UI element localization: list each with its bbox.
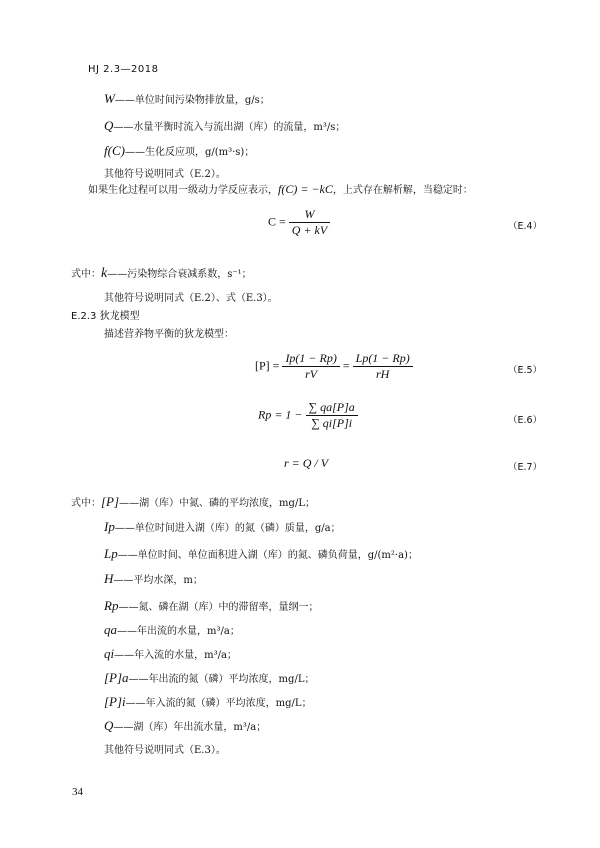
equation-number-e5: （E.5）: [508, 365, 543, 376]
def-P: [71, 491, 315, 510]
page-number: 34: [72, 786, 83, 798]
def-Rp: [104, 595, 318, 614]
def-k: [71, 262, 252, 282]
def-Ip: [104, 516, 341, 535]
e5-fraction-1: [282, 351, 339, 382]
e4-numerator: W: [289, 207, 330, 223]
section-number: E.2.3: [71, 311, 97, 322]
note-e2: 其他符号说明同式（E.2）。: [104, 169, 226, 180]
e6-numerator: ∑ qa[P]a: [306, 400, 358, 416]
sentence-formula: f(C) = −kC: [278, 182, 333, 196]
symbol-qa: qa: [104, 622, 117, 637]
symbol-Rp: Rp: [104, 598, 119, 613]
section-title: 狄龙模型: [99, 311, 140, 322]
e5-denominator-1: rV: [305, 367, 318, 381]
desc-qa: ——年出流的水量，m³/a；: [117, 626, 240, 637]
desc-Q2: ——湖（库）年出流水量，m³/a；: [113, 722, 267, 733]
label-shizhong-2: 式中：: [71, 498, 101, 509]
e5-numerator-2: Lp(1 − Rp): [353, 351, 413, 367]
symbol-fC: f(C): [104, 143, 125, 158]
symbol-P: [P]: [101, 494, 120, 509]
desc-W: ——单位时间污染物排放量，g/s；: [114, 95, 270, 106]
label-shizhong: 式中：: [71, 269, 101, 280]
desc-Lp: ——单位时间、单位面积进入湖（库）的氮、磷负荷量，g/(m²·a)；: [117, 550, 418, 561]
symbol-W: W: [104, 91, 115, 106]
def-qa: [104, 619, 240, 638]
def-Pa: [104, 667, 314, 686]
note-e3: 其他符号说明同式（E.3）。: [104, 745, 226, 756]
e5-denominator-2: rH: [376, 367, 390, 381]
e5-numerator-1: Ip(1 − Rp): [282, 351, 339, 367]
symbol-Pa: [P]a: [104, 670, 129, 685]
desc-Q: ——水量平衡时流入与流出湖（库）的流量，m³/s；: [113, 122, 346, 133]
def-Pi: [104, 691, 312, 710]
symbol-H: H: [104, 571, 114, 586]
symbol-Q: Q: [104, 118, 114, 133]
equation-e6: [258, 400, 358, 431]
desc-Pi: ——年入流的氮（磷）平均浓度，mg/L；: [125, 698, 312, 709]
e6-denominator: ∑ qi[P]i: [311, 416, 353, 430]
header-code: HJ 2.3—2018: [88, 64, 159, 75]
desc-Ip: ——单位时间进入湖（库）的氮（磷）质量，g/a；: [114, 523, 341, 534]
desc-fC: ——生化反应项，g/(m³·s)；: [124, 147, 255, 158]
intro-text: 描述营养物平衡的狄龙模型：: [104, 329, 234, 340]
sentence-b: ，上式存在解析解，当稳定时：: [332, 185, 473, 196]
note-e2-e3: 其他符号说明同式（E.2）、式（E.3）。: [104, 293, 278, 304]
equation-number-e4: （E.4）: [508, 221, 543, 232]
section-heading: [71, 307, 140, 322]
equation-number-e7: （E.7）: [508, 462, 543, 473]
e4-fraction: [289, 207, 330, 238]
e4-denominator: Q + kV: [291, 223, 328, 237]
e5-fraction-2: [353, 351, 413, 382]
e5-lhs: [P] =: [255, 358, 280, 373]
def-Q: [104, 115, 345, 134]
symbol-qi: qi: [104, 646, 115, 661]
e6-lhs: Rp = 1 −: [258, 407, 303, 422]
def-qi: [104, 643, 237, 662]
equation-e4: [268, 207, 330, 238]
desc-qi: ——年入流的水量，m³/a；: [114, 650, 237, 661]
desc-k: ——污染物综合衰减系数，s⁻¹；: [107, 269, 252, 280]
e6-fraction: [306, 400, 358, 431]
def-Lp: [104, 543, 418, 562]
symbol-k: k: [101, 266, 108, 281]
def-H: [104, 568, 203, 587]
equation-number-e6: （E.6）: [508, 415, 543, 426]
symbol-Q2: Q: [104, 718, 114, 733]
e5-equals: =: [342, 358, 350, 373]
symbol-Lp: Lp: [104, 546, 118, 561]
desc-H: ——平均水深，m；: [113, 575, 203, 586]
def-W: [104, 88, 270, 107]
desc-P: ——湖（库）中氮、磷的平均浓度，mg/L；: [119, 498, 315, 509]
equation-e5: [255, 351, 413, 382]
desc-Rp: ——氮、磷在湖（库）中的滞留率，量纲一；: [118, 602, 319, 613]
def-fC: [104, 140, 254, 159]
equation-e7: r = Q / V: [284, 456, 329, 470]
def-Q2: [104, 715, 266, 734]
e4-lhs: C =: [268, 214, 286, 229]
symbol-Ip: Ip: [104, 519, 115, 534]
sentence-a: 如果生化过程可以用一级动力学反应表示，: [88, 185, 278, 196]
sentence-first-order: [88, 181, 473, 197]
desc-Pa: ——年出流的氮（磷）平均浓度，mg/L；: [128, 674, 315, 685]
symbol-Pi: [P]i: [104, 694, 126, 709]
